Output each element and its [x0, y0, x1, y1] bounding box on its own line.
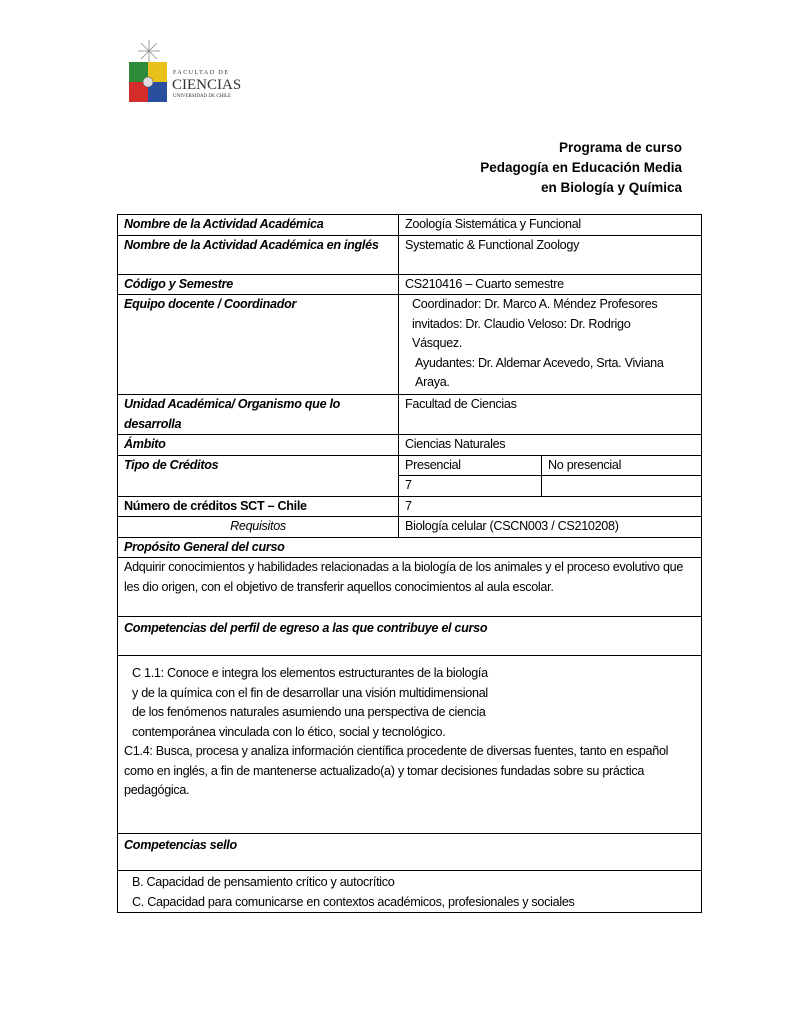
document-header	[480, 138, 682, 198]
competencia-c14: C1.4: Busca, procesa y analiza información científica procedente de diversas fuentes, tanto en español como en inglés, a fin de mantenerse actualizado(a) y tomar decisiones fundadas sobre su práctica pedagógica.	[124, 744, 669, 797]
equipo-ayudantes: Ayudantes: Dr. Aldemar Acevedo, Srta. Viviana Araya.	[415, 355, 664, 389]
value-ambito: Ciencias Naturales	[399, 435, 702, 456]
value-equipo	[399, 295, 702, 395]
value-requisitos: Biología celular (CSCN003 / CS210208)	[399, 517, 702, 538]
label-ambito: Ámbito	[118, 435, 399, 456]
label-ingles: Nombre de la Actividad Académica en inglés	[118, 235, 399, 274]
faculty-logo	[127, 38, 267, 104]
sello-b: B. Capacidad de pensamiento crítico y autocrítico	[132, 875, 395, 889]
label-competencias: Competencias del perfil de egreso a las que contribuye el curso	[118, 617, 702, 656]
header-program: Pedagogía en Educación Media	[480, 160, 682, 175]
label-sello: Competencias sello	[118, 834, 702, 871]
label-tipo: Tipo de Créditos	[118, 455, 399, 496]
label-requisitos: Requisitos	[118, 517, 399, 538]
label-equipo: Equipo docente / Coordinador	[118, 295, 399, 395]
value-numero: 7	[399, 496, 702, 517]
svg-text:UNIVERSIDAD DE CHILE: UNIVERSIDAD DE CHILE	[173, 94, 232, 99]
svg-text:CIENCIAS: CIENCIAS	[172, 77, 242, 93]
sello-c: C. Capacidad para comunicarse en contextos académicos, profesionales y sociales	[132, 894, 575, 909]
equipo-coordinador: Coordinador: Dr. Marco A. Méndez Profesores invitados: Dr. Claudio Veloso: Dr. Rodrigo Vásquez.	[412, 297, 658, 350]
label-nombre: Nombre de la Actividad Académica	[118, 215, 399, 236]
competencia-c11: C 1.1: Conoce e integra los elementos estructurantes de la biología y de la química con el fin de desarrollar una visión multidimensional de los fenómenos naturales asumiendo una perspectiva de ciencia contemporánea vinculada con lo ético, social y tecnológico.	[132, 666, 488, 739]
no-presencial-value	[542, 476, 702, 497]
svg-text:FACULTAD DE: FACULTAD DE	[173, 70, 230, 76]
label-codigo: Código y Semestre	[118, 274, 399, 295]
value-unidad: Facultad de Ciencias	[399, 395, 702, 435]
header-specialty: en Biología y Química	[540, 180, 682, 195]
course-table	[117, 214, 702, 913]
label-numero: Número de créditos SCT – Chile	[118, 496, 399, 517]
value-codigo: CS210416 – Cuarto semestre	[399, 274, 702, 295]
value-ingles: Systematic & Functional Zoology	[399, 235, 702, 274]
no-presencial-header: No presencial	[542, 455, 702, 476]
presencial-value: 7	[399, 476, 542, 497]
value-proposito: Adquirir conocimientos y habilidades relacionadas a la biología de los animales y el proceso evolutivo que les dio origen, con el objetivo de transferir aquellos conocimientos al aula escolar.	[118, 558, 702, 617]
value-competencias	[118, 656, 702, 834]
label-unidad: Unidad Académica/ Organismo que lo desarrolla	[118, 395, 399, 435]
value-sello	[118, 871, 702, 913]
presencial-header: Presencial	[399, 455, 542, 476]
label-proposito: Propósito General del curso	[118, 537, 702, 558]
header-title: Programa de curso	[558, 140, 682, 155]
value-nombre: Zoología Sistemática y Funcional	[399, 215, 702, 236]
